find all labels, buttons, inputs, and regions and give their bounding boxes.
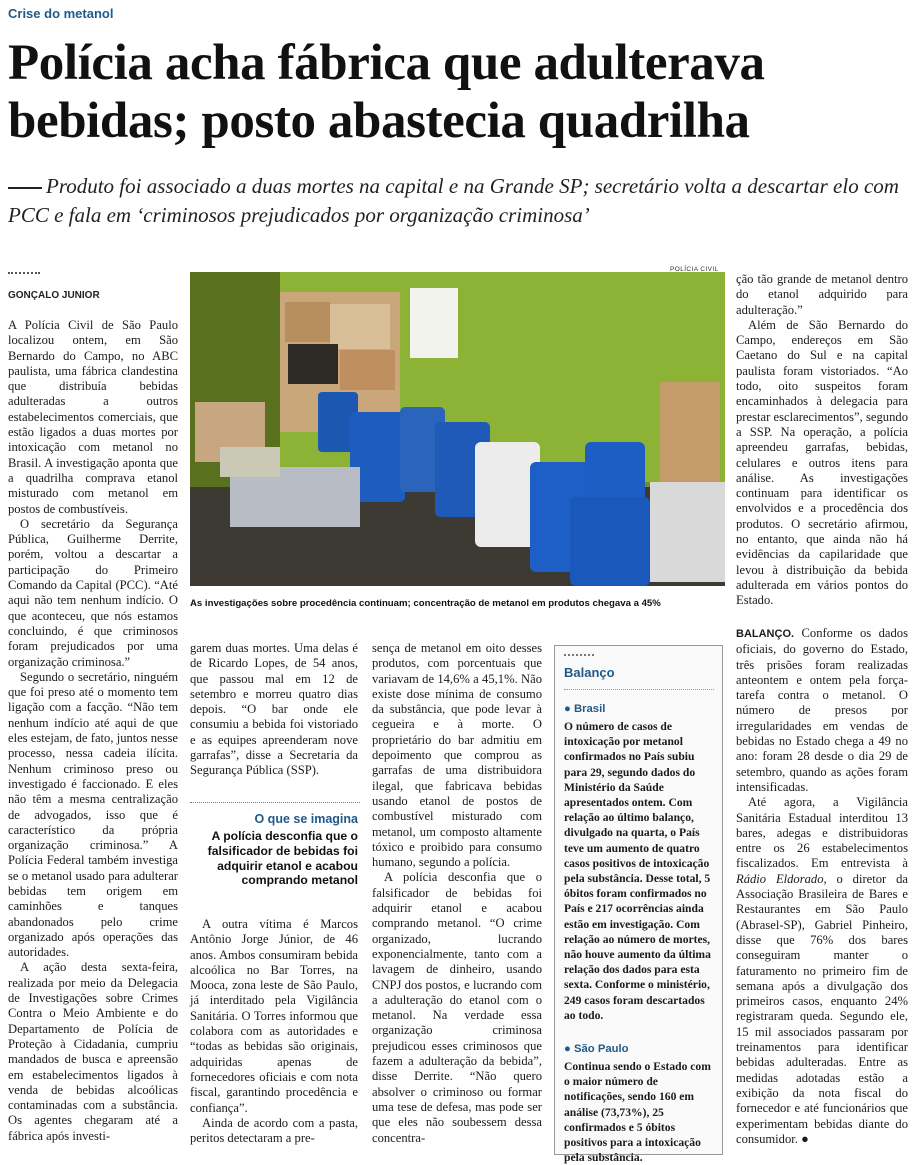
photo-caption: As investigações sobre procedência continuam; concentração de metanol em produtos chegava a 45% (190, 598, 661, 609)
paragraph: A outra vítima é Marcos Antônio Jorge Júnior, de 46 anos. Ambos consumiram bebida alcoólica no Bar Torres, na Mooca, zona leste de São Paulo, já interditado pela Vigilância Sanitária. O Torres informou que colabora com as autoridades e “todas as bebidas são originais, adquiridas apenas de fornecedores oficiais e com nota fiscal, garantindo procedência e confiança”. (190, 917, 358, 1115)
balance-sidebar-box (554, 645, 723, 1165)
headline: Polícia acha fábrica que adulterava bebidas; posto abastecia quadrilha (8, 35, 765, 149)
subheadline (8, 172, 908, 230)
section-label: Crise do metanol (8, 6, 114, 21)
paragraph (736, 626, 908, 795)
photo-credit: POLÍCIA CIVIL (670, 266, 719, 273)
brasil-text: O número de casos de intoxicação por metanol confirmados no País subiu para 29, segundo dados do Ministério da Saúde apresentados ontem. Com relação ao último balanço, divulgado na quarta, o País teve um aumento de quatro casos positivos de intoxicação pela substância. Desse total, 5 óbitos foram confirmados no País e 217 ocorrências ainda estão em investigação. Com relação ao número de mortes, não houve aumento da última relação dos dados para esta sexta. Conforme o ministério, 249 casos foram descartados ao todo. (564, 720, 711, 1022)
paragraph: A polícia desconfia que o falsificador de bebidas foi adquirir etanol e acabou comprando metanol. “O crime organizado, lucrando exponencialmente, tanto com a lavagem de dinheiro, usando CNPJ dos postos, e lucrando com a adulteração do etanol com o metanol. Na verdade essa organização criminosa prejudicou esses criminosos que fazem a adulteração da bebida”, disse Derrite. “Não quero absolver o criminoso ou formar uma tese de defesa, mas pode ser que eles não soubessem dessa concentra- (372, 870, 542, 1145)
byline: GONÇALO JUNIOR (8, 290, 100, 301)
article-column-5-top (736, 272, 908, 609)
subheadline-text: Produto foi associado a duas mortes na capital e na Grande SP; secretário volta a descartar elo com PCC e fala em ‘criminosos prejudicados por organização criminosa’ (8, 174, 899, 227)
section-lead: BALANÇO. (736, 628, 795, 640)
brasil-heading (564, 703, 605, 715)
paragraph: ção tão grande de metanol dentro do etanol adquirido para adulteração.” (736, 272, 908, 317)
paragraph-text: , o diretor da Associação Brasileira de Bares e Restaurantes em São Paulo (Abrasel-SP), Gabriel Pinheiro, disse que 76% dos bares conseguiram manter o faturamento no primeiro fim de semana após a divulgação dos primeiros casos, enquanto 24% registraram queda. Segundo ele, 15 mil associados passaram por treinamentos para identificar bebidas adulteradas. Entre as medidas adotadas estão a exibição da nota fiscal do fornecedor e até funcionários que experimentam bebidas diante do consumidor. ● (736, 871, 908, 1146)
brasil-heading-text: Brasil (573, 703, 606, 715)
bullet-icon: ● (564, 703, 574, 715)
article-column-2-bottom (190, 917, 358, 1146)
bullet-icon: ● (564, 1043, 574, 1055)
pullquote-label: O que se imagina (254, 812, 358, 826)
box-rule (564, 689, 714, 690)
sao-paulo-heading (564, 1043, 629, 1055)
article-column-2-top (190, 641, 358, 779)
sao-paulo-text: Continua sendo o Estado com o maior número de notificações, sendo 160 em análise (73,73%), 25 confirmados e 5 óbitos positivos para a intoxicação pela substância. (564, 1060, 711, 1165)
article-column-5-bottom (736, 626, 908, 1147)
pullquote-divider (190, 802, 360, 803)
warehouse-photo-illustration (190, 272, 725, 586)
paragraph-text: Conforme os dados oficiais, do governo do Estado, três prisões foram realizadas anteontem e ontem pela força-tarefa contra o metanol. O número de presos por irregularidades em vendas de bebidas no Estado chega a 49 no ano: foram 28 desde o dia 29 de setembro, quando as ações foram intensificadas. (736, 626, 908, 794)
paragraph: Segundo o secretário, ninguém que foi preso até o momento tem ligação com a facção. “Não tem nenhum indício até aqui de que eles estejam, de fato, juntos nesse processo, nessa cadeia ilícita. Nenhum criminoso preso ou investigado é faccionado. E eles não têm a mesma centralização de advogados, isso que é característico da própria organização criminosa.” A Polícia Federal também investiga se o metanol usado para adulterar bebidas tem origem em caminhões e tanques abandonados pelo crime organizado após operações das autoridades. (8, 669, 178, 960)
dash-rule (8, 187, 42, 189)
paragraph: Ainda de acordo com a pasta, peritos detectaram a pre- (190, 1115, 358, 1146)
pullquote-text: A polícia desconfia que o falsificador de bebidas foi adquirir etanol e acabou comprando metanol (207, 829, 358, 888)
paragraph: A ação desta sexta-feira, realizada por meio da Delegacia de Investigações sobre Crimes Contra o Meio Ambiente e do Departamento de Polícia de Proteção à Cidadania, cumpriu mandados de busca e apreensão em estabelecimentos ligados à venda de bebidas alcoólicas contaminadas com a substância. Os agentes chegaram até a fábrica após investi- (8, 960, 178, 1143)
sao-paulo-heading-text: São Paulo (573, 1043, 629, 1055)
paragraph (736, 795, 908, 1147)
paragraph: Além de São Bernardo do Campo, endereços em São Caetano do Sul e na capital paulista foram vistoriados. “Ao todo, oito suspeitos foram encaminhados à delegacia para prestar esclarecimentos”, segundo a SSP. Na operação, a polícia apreendeu garrafas, bebidas, celulares e outros itens para análise. As investigações continuam para identificar os envolvidos e a procedência dos produtos. O secretário afirmou, no entanto, que ainda não há evidências da capilaridade que levou à distribuição da bebida adulterada em vários pontos do Estado. (736, 317, 908, 608)
paragraph: O secretário da Segurança Pública, Guilherme Derrite, porém, voltou a descartar a participação do Primeiro Comando da Capital (PCC). “Até aqui não tem nenhum indício. O que aconteceu, que nós estamos concluindo, é que criminosos foram prejudicados por uma organização criminosa.” (8, 516, 178, 669)
paragraph: sença de metanol em oito desses produtos, com porcentuais que variavam de 14,6% a 45,1%. Não existe dose mínima de consumo da substância, que pode levar à cegueira e à morte. O proprietário do bar admitiu em depoimento que comprou as garrafas de uma distribuidora ilegal, que fabricava bebidas usando etanol de postos de combustível misturado com metanol, um composto altamente tóxico e proibido para consumo humano, segundo a polícia. (372, 641, 542, 870)
box-title: Balanço (564, 665, 615, 680)
box-divider (564, 654, 594, 656)
article-photo (190, 272, 725, 586)
article-column-3 (372, 641, 542, 1146)
article-column-1 (8, 318, 178, 1144)
byline-divider (8, 272, 40, 277)
paragraph-text: Até agora, a Vigilância Sanitária Estadual interditou 13 bares, adegas e distribuidoras entre os 26 estabelecimentos fiscalizados. Em entrevista à (736, 795, 908, 871)
paragraph: garem duas mortes. Uma delas é de Ricardo Lopes, de 54 anos, que passou mal em 12 de setembro e morreu quatro dias depois. “O bar onde ele consumiu a bebida foi vistoriado e as equipes apreenderam nove garrafas”, disse a Secretaria da Segurança Pública (SSP). (190, 641, 358, 778)
paragraph: A Polícia Civil de São Paulo localizou ontem, em São Bernardo do Campo, no ABC paulista, uma fábrica clandestina que distribuía bebidas adulteradas a outros estabelecimentos comerciais, que estão ligados a duas mortes por intoxicação com metanol no Brasil. A investigação aponta que a quadrilha comprava etanol misturado com metanol em postos de combustíveis. (8, 318, 178, 516)
radio-name: Rádio Eldorado (736, 871, 824, 886)
